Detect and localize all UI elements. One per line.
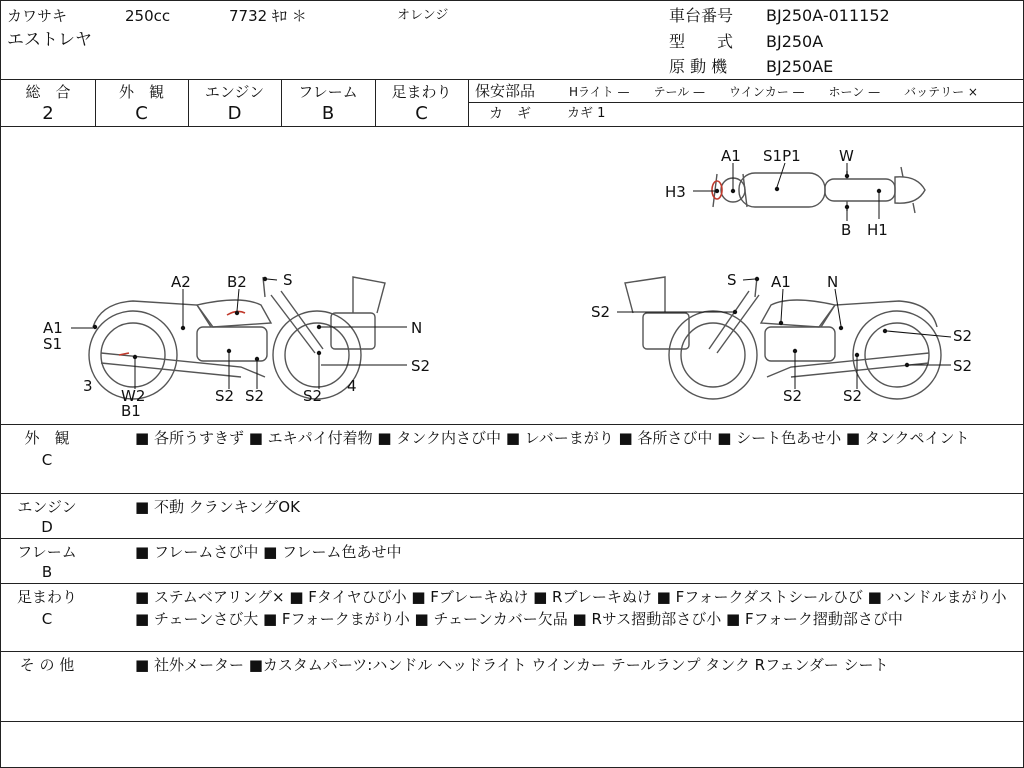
exterior-notes: ■ 各所うすきず ■ エキパイ付着物 ■ タンク内さび中 ■ レバーまがり ■ 各所さび中 ■ シート色あせ小 ■ タンクペイント xyxy=(135,429,970,447)
grade-frame-value: B xyxy=(321,103,335,124)
model-name: エストレヤ xyxy=(7,30,92,50)
grade-frame-label: フレーム xyxy=(298,83,358,101)
frame-notes: ■ フレームさび中 ■ フレーム色あせ中 xyxy=(135,543,402,561)
type-value: BJ250A xyxy=(766,32,824,51)
right-label-s2: S2 xyxy=(953,357,973,375)
grade-engine-value: D xyxy=(227,103,242,124)
top-label-w: W xyxy=(839,147,854,165)
right-label-s2: S2 xyxy=(953,327,973,345)
left-label-s2: S2 xyxy=(215,387,235,405)
safety-items: Hライト — テール — ウインカー — ホーン — バッテリー × xyxy=(569,85,978,99)
left-label-n: N xyxy=(411,319,423,337)
engine-label: 原 動 機 xyxy=(669,57,728,76)
left-label-w2: W2 xyxy=(121,387,146,405)
exterior-grade: C xyxy=(41,451,53,469)
grade-total-value: 2 xyxy=(42,103,54,124)
mileage: 7732 ｷﾛ ＊ xyxy=(229,7,307,25)
other-notes: ■ 社外メーター ■カスタムパーツ:ハンドル ヘッドライト ウインカー テールランプ タンク Rフェンダー シート xyxy=(135,656,889,674)
left-label-s2: S2 xyxy=(411,357,431,375)
frame-no: BJ250A-011152 xyxy=(766,6,890,25)
right-label-s: S xyxy=(727,271,737,289)
divider xyxy=(1,79,1023,80)
divider xyxy=(1,583,1023,584)
right-label-s2: S2 xyxy=(843,387,863,405)
top-view-bike xyxy=(713,167,925,213)
divider xyxy=(1,538,1023,539)
damage-mark xyxy=(119,311,245,355)
grade-suspension-value: C xyxy=(415,103,428,124)
top-label-h3: H3 xyxy=(665,183,686,201)
divider xyxy=(469,102,1023,103)
divider xyxy=(1,424,1023,425)
divider xyxy=(1,651,1023,652)
left-view-bike xyxy=(89,277,385,399)
frame-section-grade: B xyxy=(41,563,53,581)
maker: カワサキ xyxy=(7,7,68,25)
right-label-s2: S2 xyxy=(591,303,611,321)
top-label-s1p1: S1P1 xyxy=(763,147,801,165)
right-label-a1: A1 xyxy=(771,273,791,291)
left-label-s2: S2 xyxy=(245,387,265,405)
left-label-4: 4 xyxy=(347,377,357,395)
grade-exterior-value: C xyxy=(135,103,148,124)
left-label-s1: S1 xyxy=(43,335,63,353)
key-label: カ ギ xyxy=(489,106,531,122)
suspension-notes: ■ ステムベアリング× ■ Fタイヤひび小 ■ Fブレーキぬけ ■ Rブレーキぬけ ■ Fフォークダストシールひび ■ ハンドルまがり小 ■ チェーンさび大 ■ Fフォークまがり小 ■ チェーンカバー欠品 ■ Rサス摺動部さび小 ■ Fフォーク摺動部さび中 xyxy=(135,588,1007,628)
left-label-b1: B1 xyxy=(121,402,141,420)
right-label-n: N xyxy=(827,273,839,291)
left-label-s: S xyxy=(283,271,293,289)
left-label-3: 3 xyxy=(83,377,93,395)
right-label-s2: S2 xyxy=(783,387,803,405)
grade-suspension-label: 足まわり xyxy=(391,83,452,101)
left-label-a2: A2 xyxy=(171,273,191,291)
top-label-b: B xyxy=(841,221,852,239)
left-label-a1: A1 xyxy=(43,319,63,337)
grade-exterior-label: 外 観 xyxy=(118,83,164,101)
left-label-s2: S2 xyxy=(303,387,323,405)
exterior-label: 外 観 xyxy=(24,429,70,447)
displacement: 250cc xyxy=(125,7,171,25)
engine-section-label: エンジン xyxy=(17,498,77,516)
engine-section-grade: D xyxy=(41,518,53,536)
divider xyxy=(468,79,469,126)
top-label-a1: A1 xyxy=(721,147,741,165)
engine-value: BJ250AE xyxy=(766,57,834,76)
frame-no-label: 車台番号 xyxy=(669,6,734,25)
suspension-section-grade: C xyxy=(41,610,53,628)
divider xyxy=(1,493,1023,494)
left-label-b2: B2 xyxy=(227,273,247,291)
other-section-label: そ の 他 xyxy=(19,656,75,674)
frame-section-label: フレーム xyxy=(17,543,77,561)
key-value: カギ 1 xyxy=(567,106,606,121)
divider xyxy=(1,721,1023,722)
grade-engine-label: エンジン xyxy=(204,83,265,101)
safety-label: 保安部品 xyxy=(475,82,536,100)
grade-total-label: 総 合 xyxy=(25,83,71,101)
damage-diagram xyxy=(1,127,1023,423)
suspension-section-label: 足まわり xyxy=(16,588,77,606)
type-label: 型 式 xyxy=(669,32,734,51)
color: オレンジ xyxy=(397,8,449,23)
engine-notes: ■ 不動 クランキングOK xyxy=(135,498,300,516)
top-label-h1: H1 xyxy=(867,221,888,239)
